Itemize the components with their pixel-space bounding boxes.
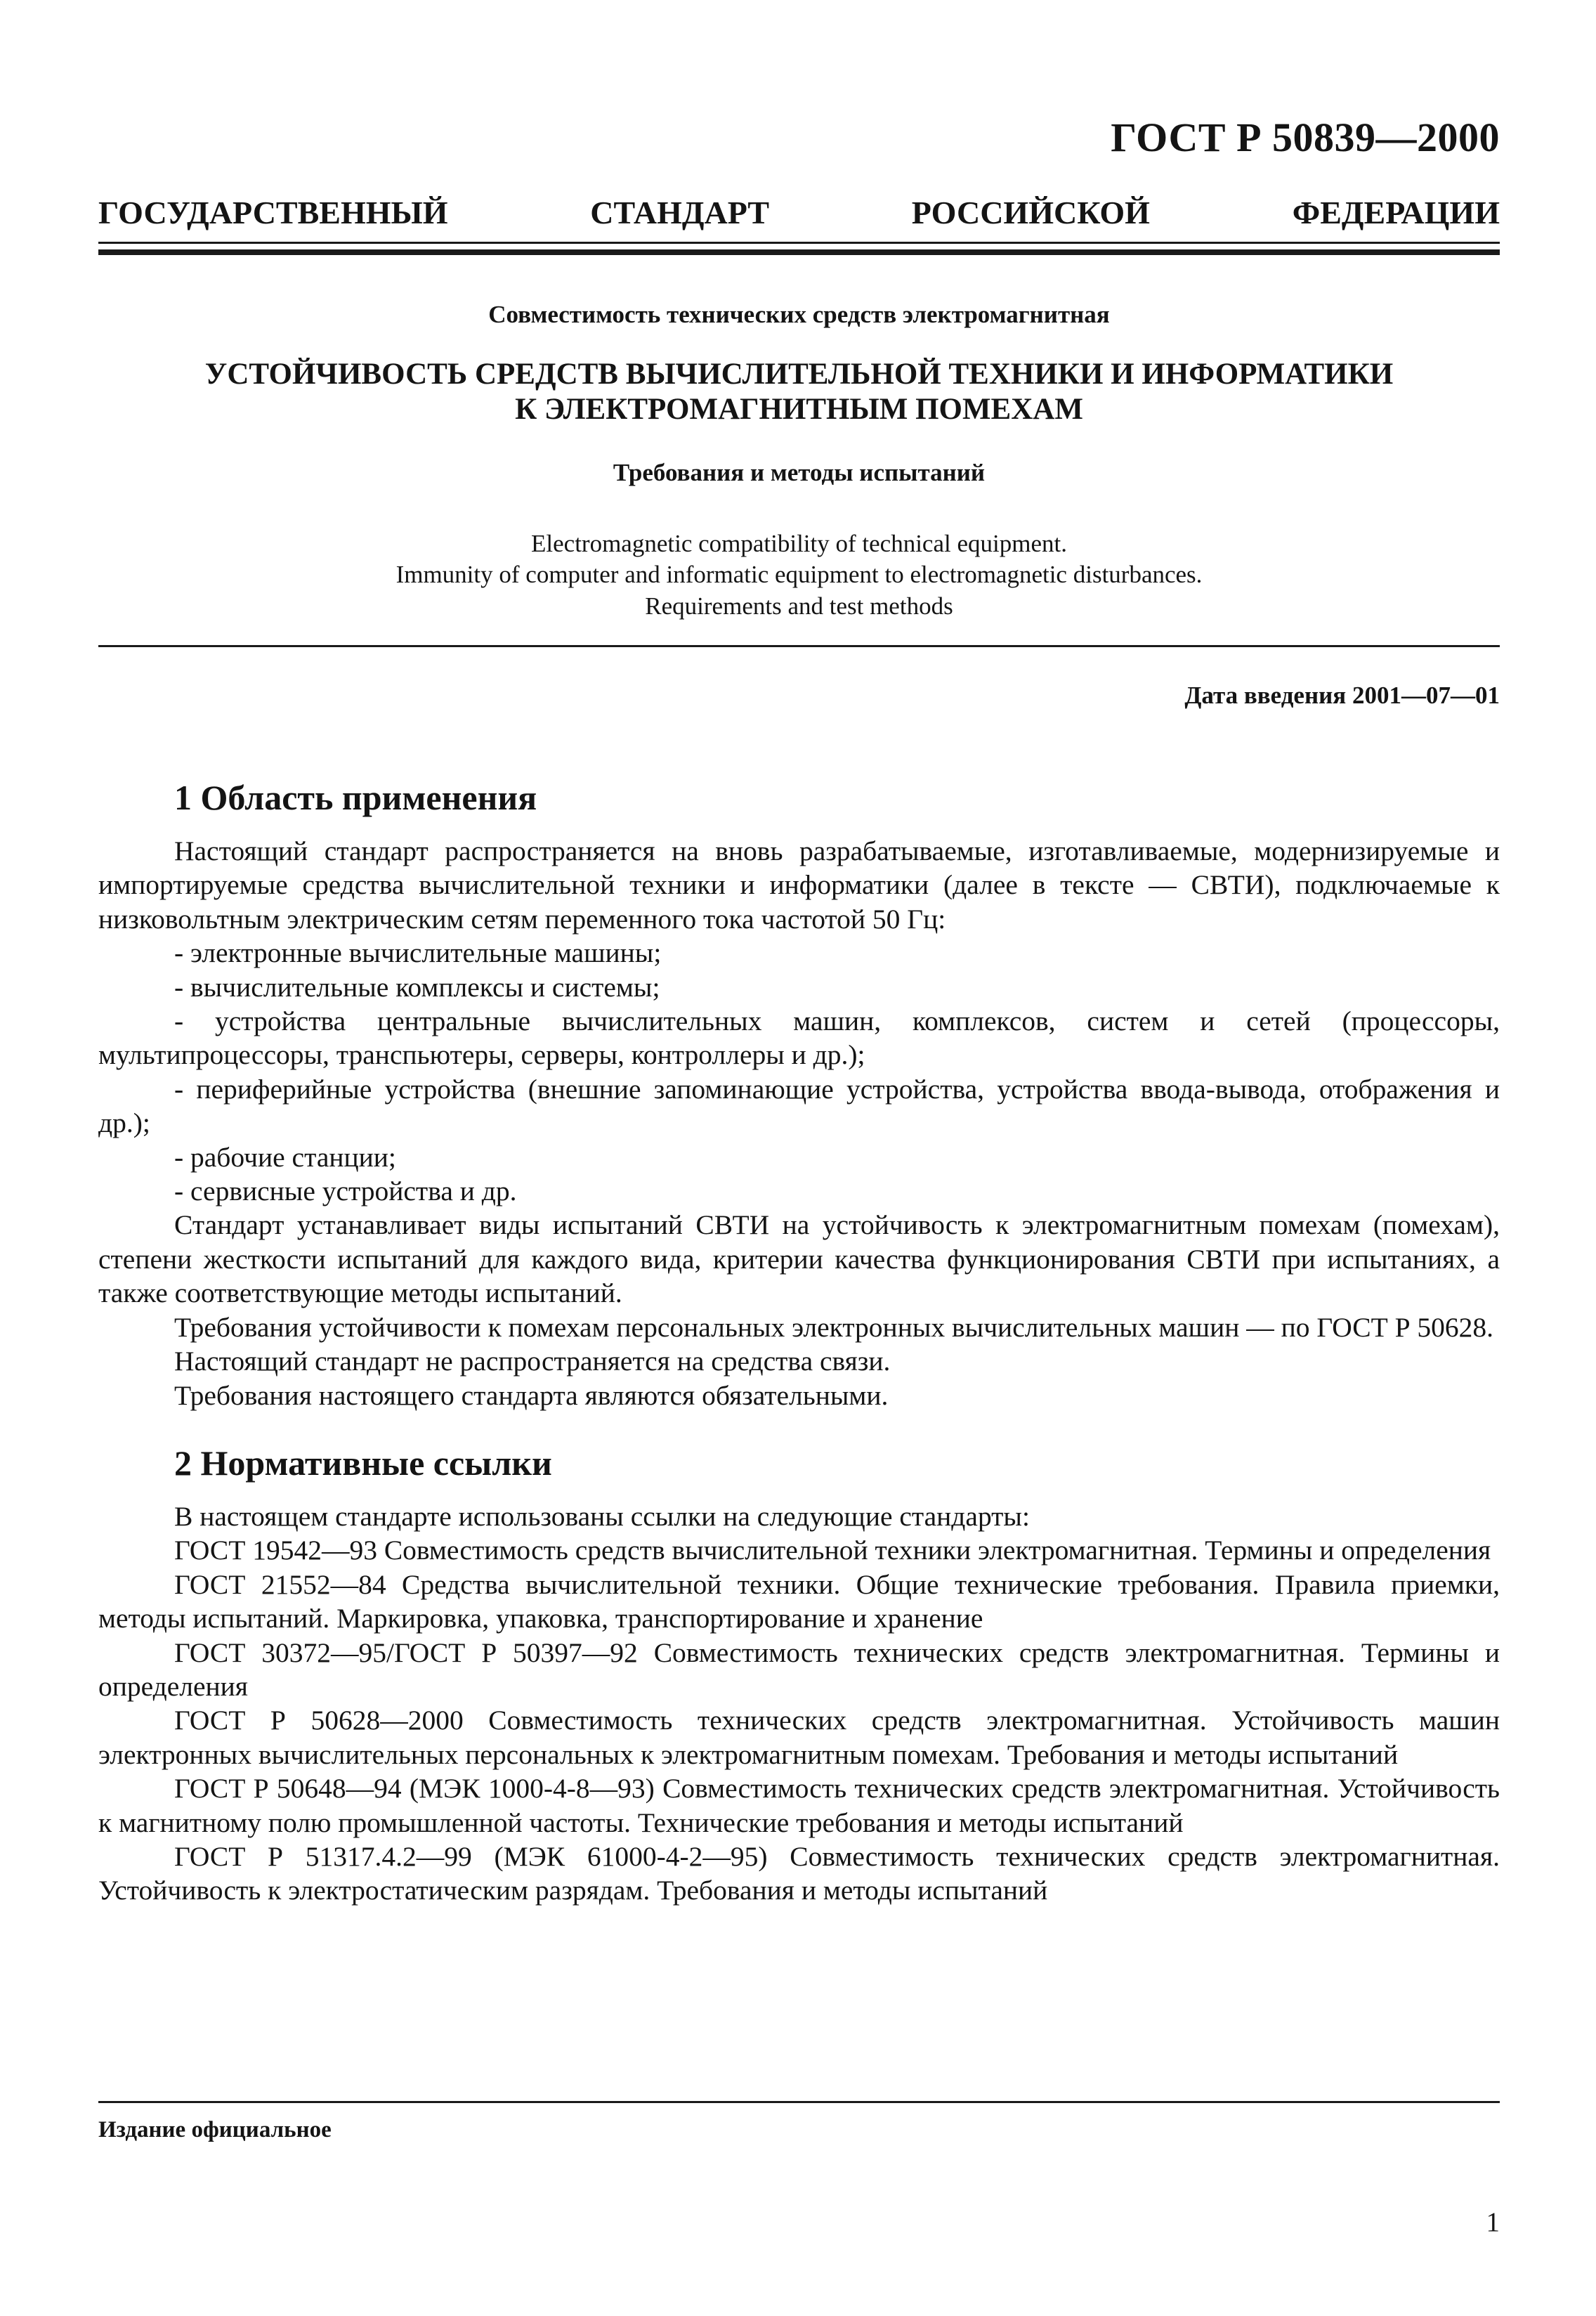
page-number: 1 xyxy=(1486,2207,1500,2237)
standard-title-line: К ЭЛЕКТРОМАГНИТНЫМ ПОМЕХАМ xyxy=(515,393,1083,427)
standard-title xyxy=(98,357,1500,428)
paragraph: В настоящем стандарте использованы ссылки на следующие стандарты: xyxy=(174,1500,1030,1532)
reference-item: ГОСТ 21552—84 Средства вычислительной техники. Общие технические требования. Правила приемки, методы испытаний. Маркировка, упаковка, транспортирование и хранение xyxy=(98,1568,1500,1634)
banner-word: ГОСУДАРСТВЕННЫЙ xyxy=(98,195,448,230)
document-page xyxy=(98,0,1500,2316)
reference-item: ГОСТ Р 50628—2000 Совместимость технических средств электромагнитная. Устойчивость машин электронных вычислительных персональных к электромагнитным помехам. Требования и методы испытаний xyxy=(98,1705,1500,1770)
banner-word: СТАНДАРТ xyxy=(590,195,770,230)
header-rule-thick xyxy=(98,249,1500,255)
reference-item: ГОСТ Р 51317.4.2—99 (МЭК 61000-4-2—95) Совместимость технических средств электромагнитная. Устойчивость к электростатическим разрядам. Требования и методы испытаний xyxy=(98,1840,1500,1906)
banner-word: РОССИЙСКОЙ xyxy=(911,195,1150,230)
paragraph: Настоящий стандарт распространяется на вновь разрабатываемые, изготавливаемые, модернизируемые и импортируемые средства вычислительной техники и информатики (далее в тексте — СВТИ), подключаемые к низковольтным электрическим сетям переменного тока частотой 50 Гц: xyxy=(98,835,1500,935)
official-edition-label: Издание официальное xyxy=(98,2117,332,2142)
standard-title-line: УСТОЙЧИВОСТЬ СРЕДСТВ ВЫЧИСЛИТЕЛЬНОЙ ТЕХНИКИ И ИНФОРМАТИКИ xyxy=(204,358,1394,391)
reference-item: ГОСТ 19542—93 Совместимость средств вычислительной техники электромагнитная. Термины и определения xyxy=(174,1535,1491,1566)
document-number: ГОСТ Р 50839—2000 xyxy=(1111,115,1500,160)
standard-subtitle: Требования и методы испытаний xyxy=(613,459,986,486)
header-rule-thin xyxy=(98,242,1500,244)
title-block-divider xyxy=(98,645,1500,647)
section-heading-scope: 1 Область применения xyxy=(174,778,537,817)
english-title-line: Immunity of computer and informatic equipment to electromagnetic disturbances. xyxy=(395,561,1203,589)
paragraph: Требования устойчивости к помехам персональных электронных вычислительных машин — по ГОСТ Р 50628. xyxy=(174,1311,1494,1343)
banner-word: ФЕДЕРАЦИИ xyxy=(1292,195,1500,230)
standard-subject: Совместимость технических средств электромагнитная xyxy=(488,301,1110,328)
state-standard-banner xyxy=(98,197,1500,229)
document-body xyxy=(98,776,1500,1908)
list-item: - рабочие станции; xyxy=(174,1141,396,1173)
reference-item: ГОСТ Р 50648—94 (МЭК 1000-4-8—93) Совместимость технических средств электромагнитная. Устойчивость к магнитному полю промышленной частоты. Технические требования и методы испытаний xyxy=(98,1773,1500,1838)
english-title-line: Requirements and test methods xyxy=(645,592,953,620)
list-item: - сервисные устройства и др. xyxy=(174,1176,517,1207)
paragraph: Требования настоящего стандарта являются обязательными. xyxy=(174,1379,889,1411)
list-item: - периферийные устройства (внешние запоминающие устройства, устройства ввода-вывода, отображения и др.); xyxy=(98,1073,1500,1139)
english-title xyxy=(98,528,1500,622)
list-item: - вычислительные комплексы и системы; xyxy=(174,971,660,1003)
paragraph: Стандарт устанавливает виды испытаний СВТИ на устойчивость к электромагнитным помехам (помехам), степени жесткости испытаний для каждого вида, критерии качества функционирования СВТИ при испытаниях, а также соответствующие методы испытаний. xyxy=(98,1209,1500,1309)
list-item: - электронные вычислительные машины; xyxy=(174,937,662,969)
english-title-line: Electromagnetic compatibility of technical equipment. xyxy=(531,530,1067,557)
section-heading-normative-references: 2 Нормативные ссылки xyxy=(174,1443,552,1483)
reference-item: ГОСТ 30372—95/ГОСТ Р 50397—92 Совместимость технических средств электромагнитная. Термины и определения xyxy=(98,1637,1500,1702)
list-item: - устройства центральные вычислительных машин, комплексов, систем и сетей (процессоры, мультипроцессоры, транспьютеры, серверы, контроллеры и др.); xyxy=(98,1006,1500,1071)
effective-date: Дата введения 2001—07—01 xyxy=(1184,682,1500,709)
footer-rule xyxy=(98,2101,1500,2103)
paragraph: Настоящий стандарт не распространяется на средства связи. xyxy=(174,1346,891,1377)
